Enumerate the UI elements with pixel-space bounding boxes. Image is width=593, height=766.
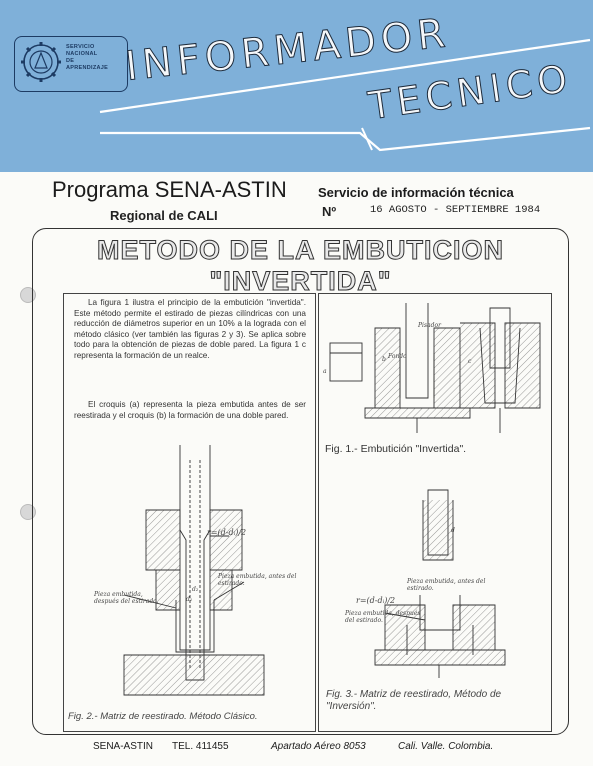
org-line: DE <box>66 58 75 64</box>
fig1-label-pisador: Pisador <box>418 322 441 329</box>
article-title <box>32 235 569 297</box>
fig1-label-fondo: Fondo <box>388 353 407 360</box>
fig1-label-b: b <box>382 356 386 363</box>
regional-name: Regional de CALI <box>110 208 218 223</box>
service-name: Servicio de información técnica <box>318 185 514 200</box>
org-line: APRENDIZAJE <box>66 65 109 71</box>
issue-number-label: Nº <box>322 204 337 219</box>
org-line: NACIONAL <box>66 51 98 57</box>
org-line: SERVICIO <box>66 44 95 50</box>
fig3-formula-label: r=(d-dᵢ)/2 <box>356 596 396 605</box>
figure-1-drawing <box>320 298 548 438</box>
footer-apartado: Apartado Aéreo 8053 <box>271 741 366 752</box>
formula-label: r=(d-dᵢ)/2 <box>207 528 247 537</box>
figure-3-caption: Fig. 3.- Matriz de reestirado, Método de "Inversión". <box>326 689 502 712</box>
article-title-line: METODO DE LA EMBUTICION <box>97 235 504 265</box>
fig1-label-a: a <box>323 368 327 375</box>
footer-city: Cali. Valle. Colombia. <box>398 741 494 752</box>
figure-1-caption: Fig. 1.- Embutición "Invertida". <box>325 443 467 455</box>
article-title-line: "INVERTIDA" <box>209 266 392 296</box>
article-paragraph: El croquis (a) representa la pieza embutida antes de ser reestirada y el croquis (b) la formación de una doble pared. <box>74 400 306 420</box>
footer-tel: TEL. 411455 <box>172 741 229 752</box>
d1-label: d₁ <box>186 596 193 603</box>
fig3-pieza-despues-label: Pieza embutida, después del estirado. <box>345 610 421 624</box>
footer-org: SENA-ASTIN <box>93 741 154 752</box>
pieza-despues-label: Pieza embutida, después del estirado. <box>94 591 159 605</box>
masthead-title-1: INFORMADOR <box>123 10 453 91</box>
fig1-label-c: c <box>468 358 472 365</box>
masthead-title-2: TECNICO <box>365 55 575 128</box>
fig3-pieza-antes-label: Pieza embutida, antes del estirado. <box>407 578 486 592</box>
org-name <box>66 44 108 72</box>
program-name: Programa SENA-ASTIN <box>52 177 287 202</box>
figure-2-caption: Fig. 2.- Matriz de reestirado. Método Clásico. <box>68 711 258 722</box>
d2-label: d₂ <box>192 586 199 593</box>
article-paragraph: La figura 1 ilustra el principio de la embutición "invertida". Este método permite el estirado de piezas cilíndricas con una reducción de diámetros superior en un 10% a la lograda con el método clásico (ver también las figuras 2 y 3). Se aplica sobre todo para la obtención de piezas de doble pared. La figura 1 c representa la formación de un realce. <box>74 298 306 360</box>
pieza-antes-label: Pieza embutida, antes del estirado. <box>218 573 297 587</box>
fig3-label-d: d <box>451 527 455 534</box>
issue-date: 16 AGOSTO - SEPTIEMBRE 1984 <box>370 204 541 216</box>
